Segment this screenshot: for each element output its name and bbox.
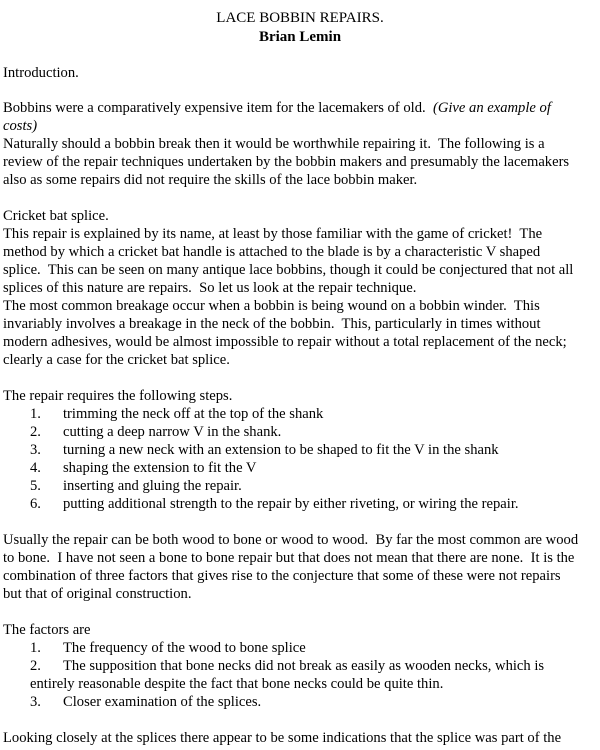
factor-text: The supposition that bone necks did not break as easily as wooden necks, which is xyxy=(63,658,545,674)
intro-paragraph-line: also as some repairs did not require the skills of the lace bobbin maker. xyxy=(3,172,418,188)
cricket-heading: Cricket bat splice. xyxy=(3,208,109,224)
cricket-paragraph-line: This repair is explained by its name, at least by those familiar with the game of cricket! The xyxy=(3,226,543,242)
cricket-paragraph-line: invariably involves a breakage in the neck of the bobbin. This, particularly in times without xyxy=(3,316,541,332)
cricket-paragraph-line: method by which a cricket bat handle is attached to the blade is by a characteristic V shaped xyxy=(3,244,541,260)
cricket-paragraph-line: modern adhesives, would be almost impossible to repair without a total replacement of the neck; xyxy=(3,334,567,350)
step-text: putting additional strength to the repair by either riveting, or wiring the repair. xyxy=(63,496,519,512)
cricket-paragraph-line: splice. This can be seen on many antique lace bobbins, though it could be conjectured that not all xyxy=(3,262,574,278)
factor-number: 2. xyxy=(30,658,41,674)
usually-paragraph-line: combination of three factors that gives rise to the conjecture that some of these were not repairs xyxy=(3,568,561,584)
usually-paragraph-line: Usually the repair can be both wood to bone or wood to wood. By far the most common are wood xyxy=(3,532,579,548)
step-number: 4. xyxy=(30,460,41,476)
step-number: 2. xyxy=(30,424,41,440)
intro-paragraph-line: Naturally should a bobbin break then it would be worthwhile repairing it. The following is a xyxy=(3,136,545,152)
intro-italic-note-cont: costs) xyxy=(3,118,38,134)
intro-paragraph-line: review of the repair techniques undertaken by the bobbin makers and presumably the lacemakers xyxy=(3,154,570,170)
step-text: cutting a deep narrow V in the shank. xyxy=(63,424,282,440)
document-title: LACE BOBBIN REPAIRS. xyxy=(216,10,384,26)
step-number: 3. xyxy=(30,442,41,458)
step-text: trimming the neck off at the top of the shank xyxy=(63,406,324,422)
steps-intro: The repair requires the following steps. xyxy=(3,388,233,404)
usually-paragraph-line: to bone. I have not seen a bone to bone repair but that does not mean that there are none. It is the xyxy=(3,550,575,566)
factor-number: 3. xyxy=(30,694,41,710)
factor-number: 1. xyxy=(30,640,41,656)
step-number: 6. xyxy=(30,496,41,512)
cricket-paragraph-line: clearly a case for the cricket bat splice. xyxy=(3,352,230,368)
intro-text: Bobbins were a comparatively expensive item for the lacemakers of old. xyxy=(3,100,426,116)
closing-paragraph-line: Looking closely at the splices there appear to be some indications that the splice was part of the xyxy=(3,730,562,746)
factor-text: The frequency of the wood to bone splice xyxy=(63,640,306,656)
step-text: shaping the extension to fit the V xyxy=(63,460,257,476)
intro-paragraph-line xyxy=(3,99,551,117)
intro-italic-note: (Give an example of xyxy=(432,100,551,116)
introduction-heading: Introduction. xyxy=(3,65,79,81)
step-text: turning a new neck with an extension to be shaped to fit the V in the shank xyxy=(63,442,499,458)
factors-intro: The factors are xyxy=(3,622,91,638)
step-number: 1. xyxy=(30,406,41,422)
step-number: 5. xyxy=(30,478,41,494)
cricket-paragraph-line: splices of this nature are repairs. So let us look at the repair technique. xyxy=(3,280,417,296)
cricket-paragraph-line: The most common breakage occur when a bobbin is being wound on a bobbin winder. This xyxy=(3,298,540,314)
step-text: inserting and gluing the repair. xyxy=(63,478,242,494)
factor-text-continuation: entirely reasonable despite the fact that bone necks could be quite thin. xyxy=(30,676,444,692)
factor-text: Closer examination of the splices. xyxy=(63,694,262,710)
usually-paragraph-line: but that of original construction. xyxy=(3,586,192,602)
document-author: Brian Lemin xyxy=(258,29,342,45)
